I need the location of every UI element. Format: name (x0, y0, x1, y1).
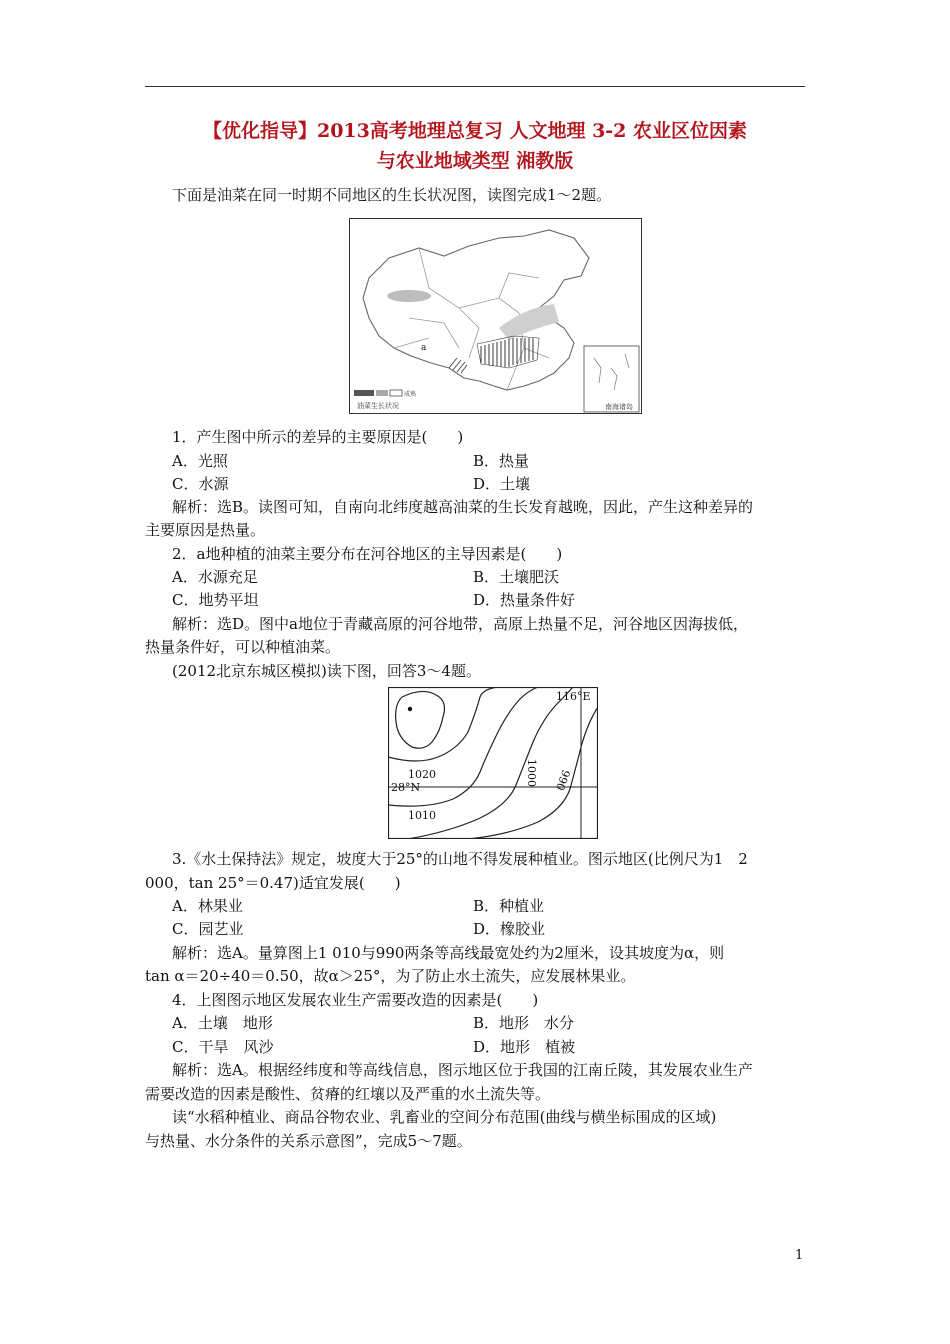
inset-label: 南海诸岛 (605, 403, 633, 411)
intro-2: (2012北京东城区模拟)读下图，回答3～4题。 (172, 662, 481, 680)
intro-3-line-2: 与热量、水分条件的关系示意图”，完成5～7题。 (145, 1132, 472, 1150)
contour-map (388, 687, 598, 839)
q3-option-c: C．园艺业 (172, 920, 244, 938)
q3-option-b: B．种植业 (473, 897, 545, 915)
document-title (145, 116, 805, 176)
q3-option-d: D．橡胶业 (473, 920, 546, 938)
contour-label-1020: 1020 (408, 768, 436, 781)
longitude-label: 116°E (556, 690, 591, 703)
header-rule (145, 86, 805, 87)
q2-analysis-2: 热量条件好，可以种植油菜。 (145, 638, 341, 656)
q2-option-c: C．地势平坦 (172, 591, 259, 609)
q3-analysis-1: 解析：选A。量算图上1 010与990两条等高线最宽处约为2厘米，设其坡度为α，则 (172, 944, 725, 962)
q3-stem-1: 3.《水土保持法》规定，坡度大于25°的山地不得发展种植业。图示地区(比例尺为1 2 (172, 850, 748, 868)
contour-label-990: 990 (552, 767, 573, 793)
q3-stem-2: 000，tan 25°＝0.47)适宜发展( ) (145, 874, 401, 892)
q2-option-a: A．水源充足 (172, 568, 258, 586)
title-line-1: 【优化指导】2013高考地理总复习 人文地理 3-2 农业区位因素 (202, 120, 748, 142)
q4-option-a: A．土壤 地形 (172, 1014, 273, 1032)
q1-stem: 1．产生图中所示的差异的主要原因是( ) (172, 428, 464, 446)
contour-label-1010: 1010 (408, 809, 436, 822)
summit-point (408, 707, 412, 711)
q2-stem: 2．a地种植的油菜主要分布在河谷地区的主导因素是( ) (172, 545, 563, 563)
q2-option-b: B．土壤肥沃 (473, 568, 560, 586)
q1-option-b: B．热量 (473, 452, 530, 470)
q2-analysis-1: 解析：选D。图中a地位于青藏高原的河谷地带，高原上热量不足，河谷地区因海拔低， (172, 615, 748, 633)
title-line-2: 与农业地域类型 湘教版 (376, 150, 574, 172)
label-a: a (421, 343, 427, 353)
legend-tag: 成熟 (404, 391, 417, 398)
page-number: 1 (795, 1248, 804, 1263)
legend-label: 油菜生长状况 (357, 402, 399, 410)
intro-1: 下面是油菜在同一时期不同地区的生长状况图，读图完成1～2题。 (172, 186, 612, 204)
q4-stem: 4．上图图示地区发展农业生产需要改造的因素是( ) (172, 991, 539, 1009)
q1-analysis-2: 主要原因是热量。 (145, 521, 266, 539)
contour-label-1000: 1000 (525, 759, 538, 787)
q4-analysis-2: 需要改造的因素是酸性、贫瘠的红壤以及严重的水土流失等。 (145, 1085, 551, 1103)
q2-option-d: D．热量条件好 (473, 591, 576, 609)
q1-option-a: A．光照 (172, 452, 228, 470)
q3-option-a: A．林果业 (172, 897, 243, 915)
rapeseed-growth-map (349, 218, 642, 414)
q1-analysis-1: 解析：选B。读图可知，自南向北纬度越高油菜的生长发育越晚，因此，产生这种差异的 (172, 498, 754, 516)
q4-analysis-1: 解析：选A。根据经纬度和等高线信息，图示地区位于我国的江南丘陵，其发展农业生产 (172, 1061, 753, 1079)
q4-option-c: C．干旱 风沙 (172, 1038, 274, 1056)
q1-option-d: D．土壤 (473, 475, 531, 493)
q3-analysis-2: tan α＝20÷40＝0.50，故α＞25°，为了防止水土流失，应发展林果业。 (145, 967, 636, 985)
q4-option-b: B．地形 水分 (473, 1014, 575, 1032)
latitude-label: 28°N (391, 781, 421, 794)
intro-3-line-1: 读“水稻种植业、商品谷物农业、乳畜业的空间分布范围(曲线与横坐标围成的区域) (172, 1108, 717, 1126)
q1-option-c: C．水源 (172, 475, 229, 493)
q4-option-d: D．地形 植被 (473, 1038, 576, 1056)
